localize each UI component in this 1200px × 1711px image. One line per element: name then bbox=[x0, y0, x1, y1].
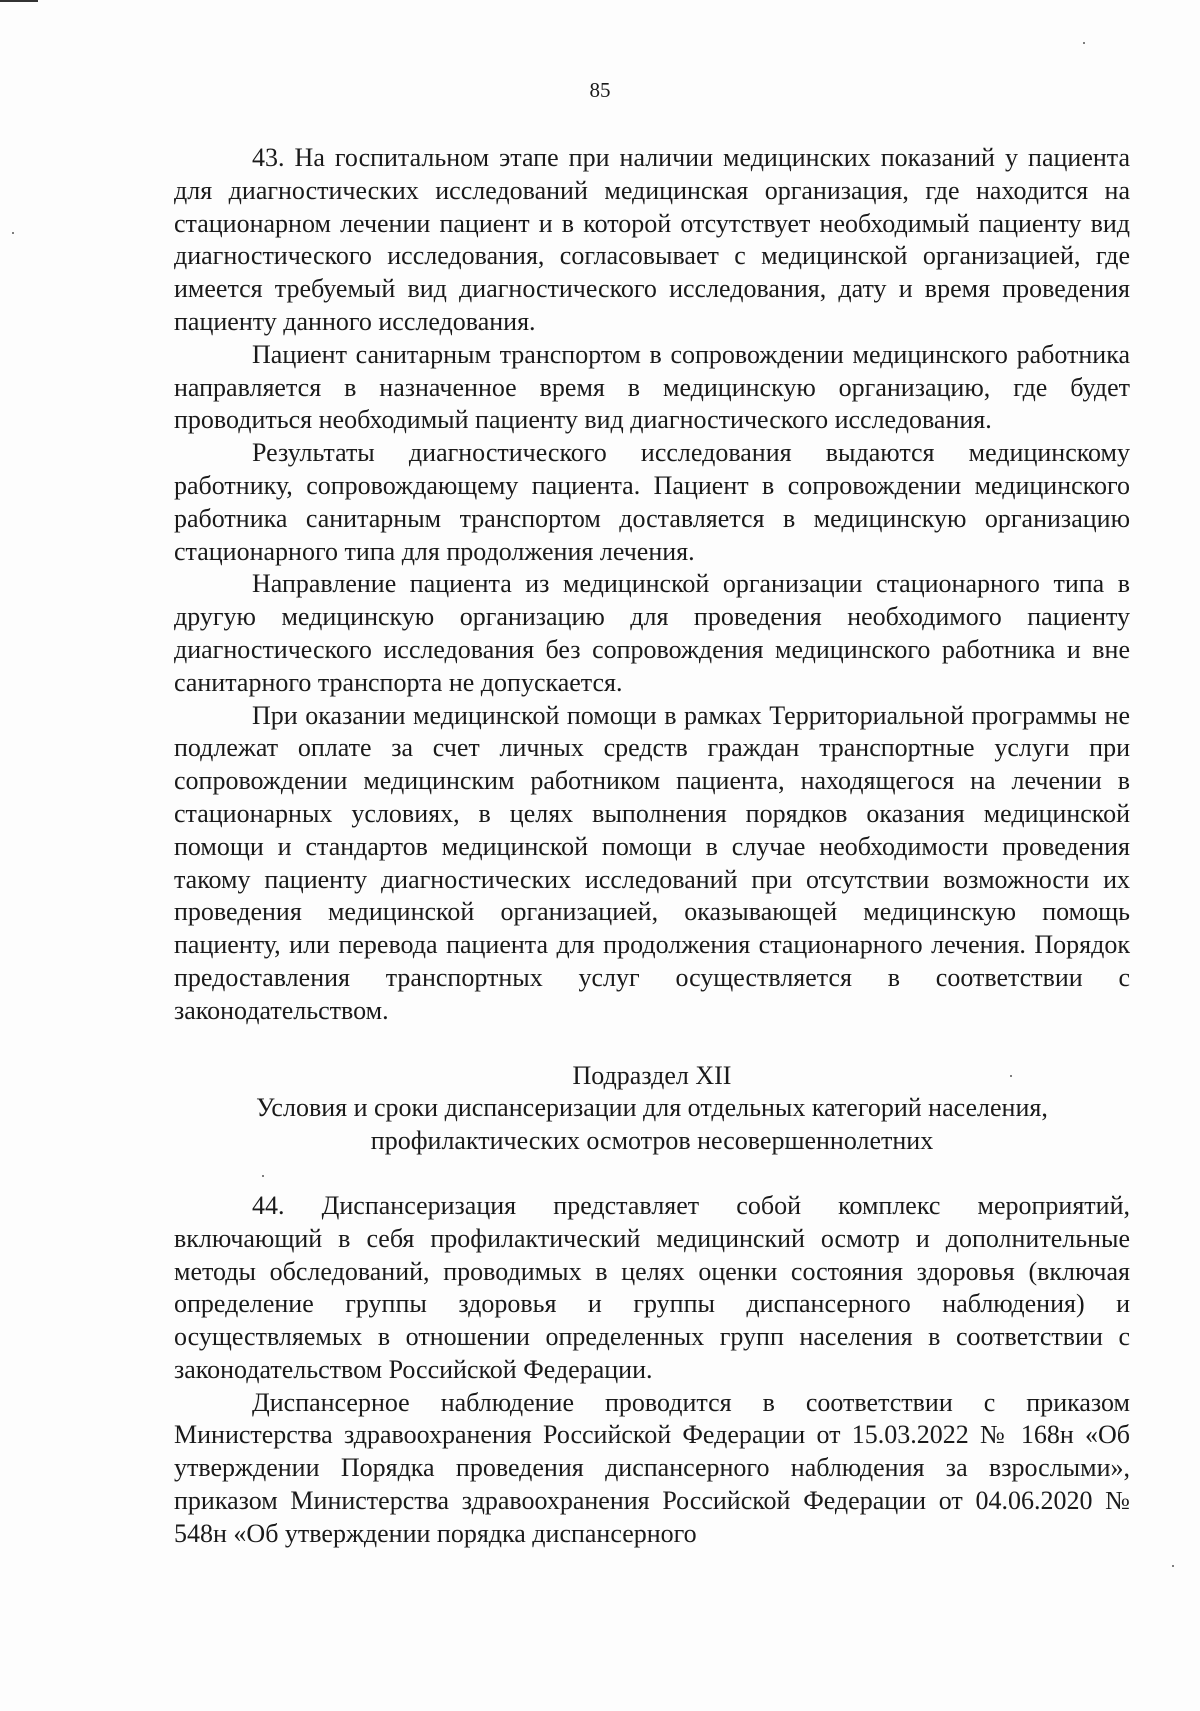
paragraph-payment: При оказании медицинской помощи в рамках Территориальной программы не подлежат оплате за счет личных средств граждан транспортные услуги при сопровождении медицинским работником пациента, находящегося на лечении в стационарных условиях, в целях выполнения порядков оказания медицинской помощи и стандартов медицинской помощи в случае необходимости проведения такому пациенту диагностических исследований при отсутствии возможности их проведения медицинской организацией, оказывающей медицинскую помощь пациенту, или перевода пациента для продолжения стационарного лечения. Порядок предоставления транспортных услуг осуществляется в соответствии с законодательством. bbox=[174, 700, 1130, 1025]
subsection-heading bbox=[134, 1060, 1170, 1158]
scan-speck bbox=[1010, 1075, 1012, 1077]
paragraph-dispensary-observation: Диспансерное наблюдение проводится в соответствии с приказом Министерства здравоохранения Российской Федерации от 15.03.2022 № 168н «Об утверждении Порядка проведения диспансерного наблюдения за взрослыми», приказом Министерства здравоохранения Российской Федерации от 04.06.2020 № 548н «Об утверждении порядка диспансерного bbox=[174, 1387, 1130, 1548]
subsection-title-line-2: профилактических осмотров несовершеннолетних bbox=[370, 1126, 934, 1156]
scan-speck bbox=[12, 232, 14, 234]
document-body bbox=[174, 142, 1130, 1551]
page-number: 85 bbox=[589, 78, 611, 102]
scan-corner-mark bbox=[0, 0, 38, 2]
paragraph-44: 44. Диспансеризация представляет собой комплекс мероприятий, включающий в себя профилактический медицинский осмотр и дополнительные методы обследований, проводимых в целях оценки состояния здоровья (включая определение группы здоровья и группы диспансерного наблюдения) и осуществляемых в отношении определенных групп населения в соответствии с законодательством Российской Федерации. bbox=[174, 1190, 1130, 1384]
scan-speck bbox=[1172, 1565, 1174, 1567]
scan-speck bbox=[262, 1175, 264, 1177]
paragraph-transport: Пациент санитарным транспортом в сопровождении медицинского работника направляется в назначенное время в медицинскую организацию, где будет проводиться необходимый пациенту вид диагностического исследования. bbox=[174, 339, 1130, 435]
subsection-title-line-1: Условия и сроки диспансеризации для отдельных категорий населения, bbox=[256, 1093, 1048, 1123]
paragraph-results: Результаты диагностического исследования выдаются медицинскому работнику, сопровождающему пациента. Пациент в сопровождении медицинского работника санитарным транспортом доставляется в медицинскую организацию стационарного типа для продолжения лечения. bbox=[174, 438, 1130, 566]
scan-speck bbox=[1083, 42, 1085, 44]
paragraph-43: 43. На госпитальном этапе при наличии медицинских показаний у пациента для диагностических исследований медицинская организация, где находится на стационарном лечении пациент и в которой отсутствует необходимый пациенту вид диагностического исследования, согласовывает с медицинской организацией, где имеется требуемый вид диагностического исследования, дату и время проведения пациенту данного исследования. bbox=[174, 143, 1130, 336]
paragraph-referral: Направление пациента из медицинской организации стационарного типа в другую медицинскую организацию для проведения необходимого пациенту диагностического исследования без сопровождения медицинского работника и вне санитарного транспорта не допускается. bbox=[174, 569, 1130, 697]
subsection-label: Подраздел XII bbox=[572, 1060, 732, 1090]
